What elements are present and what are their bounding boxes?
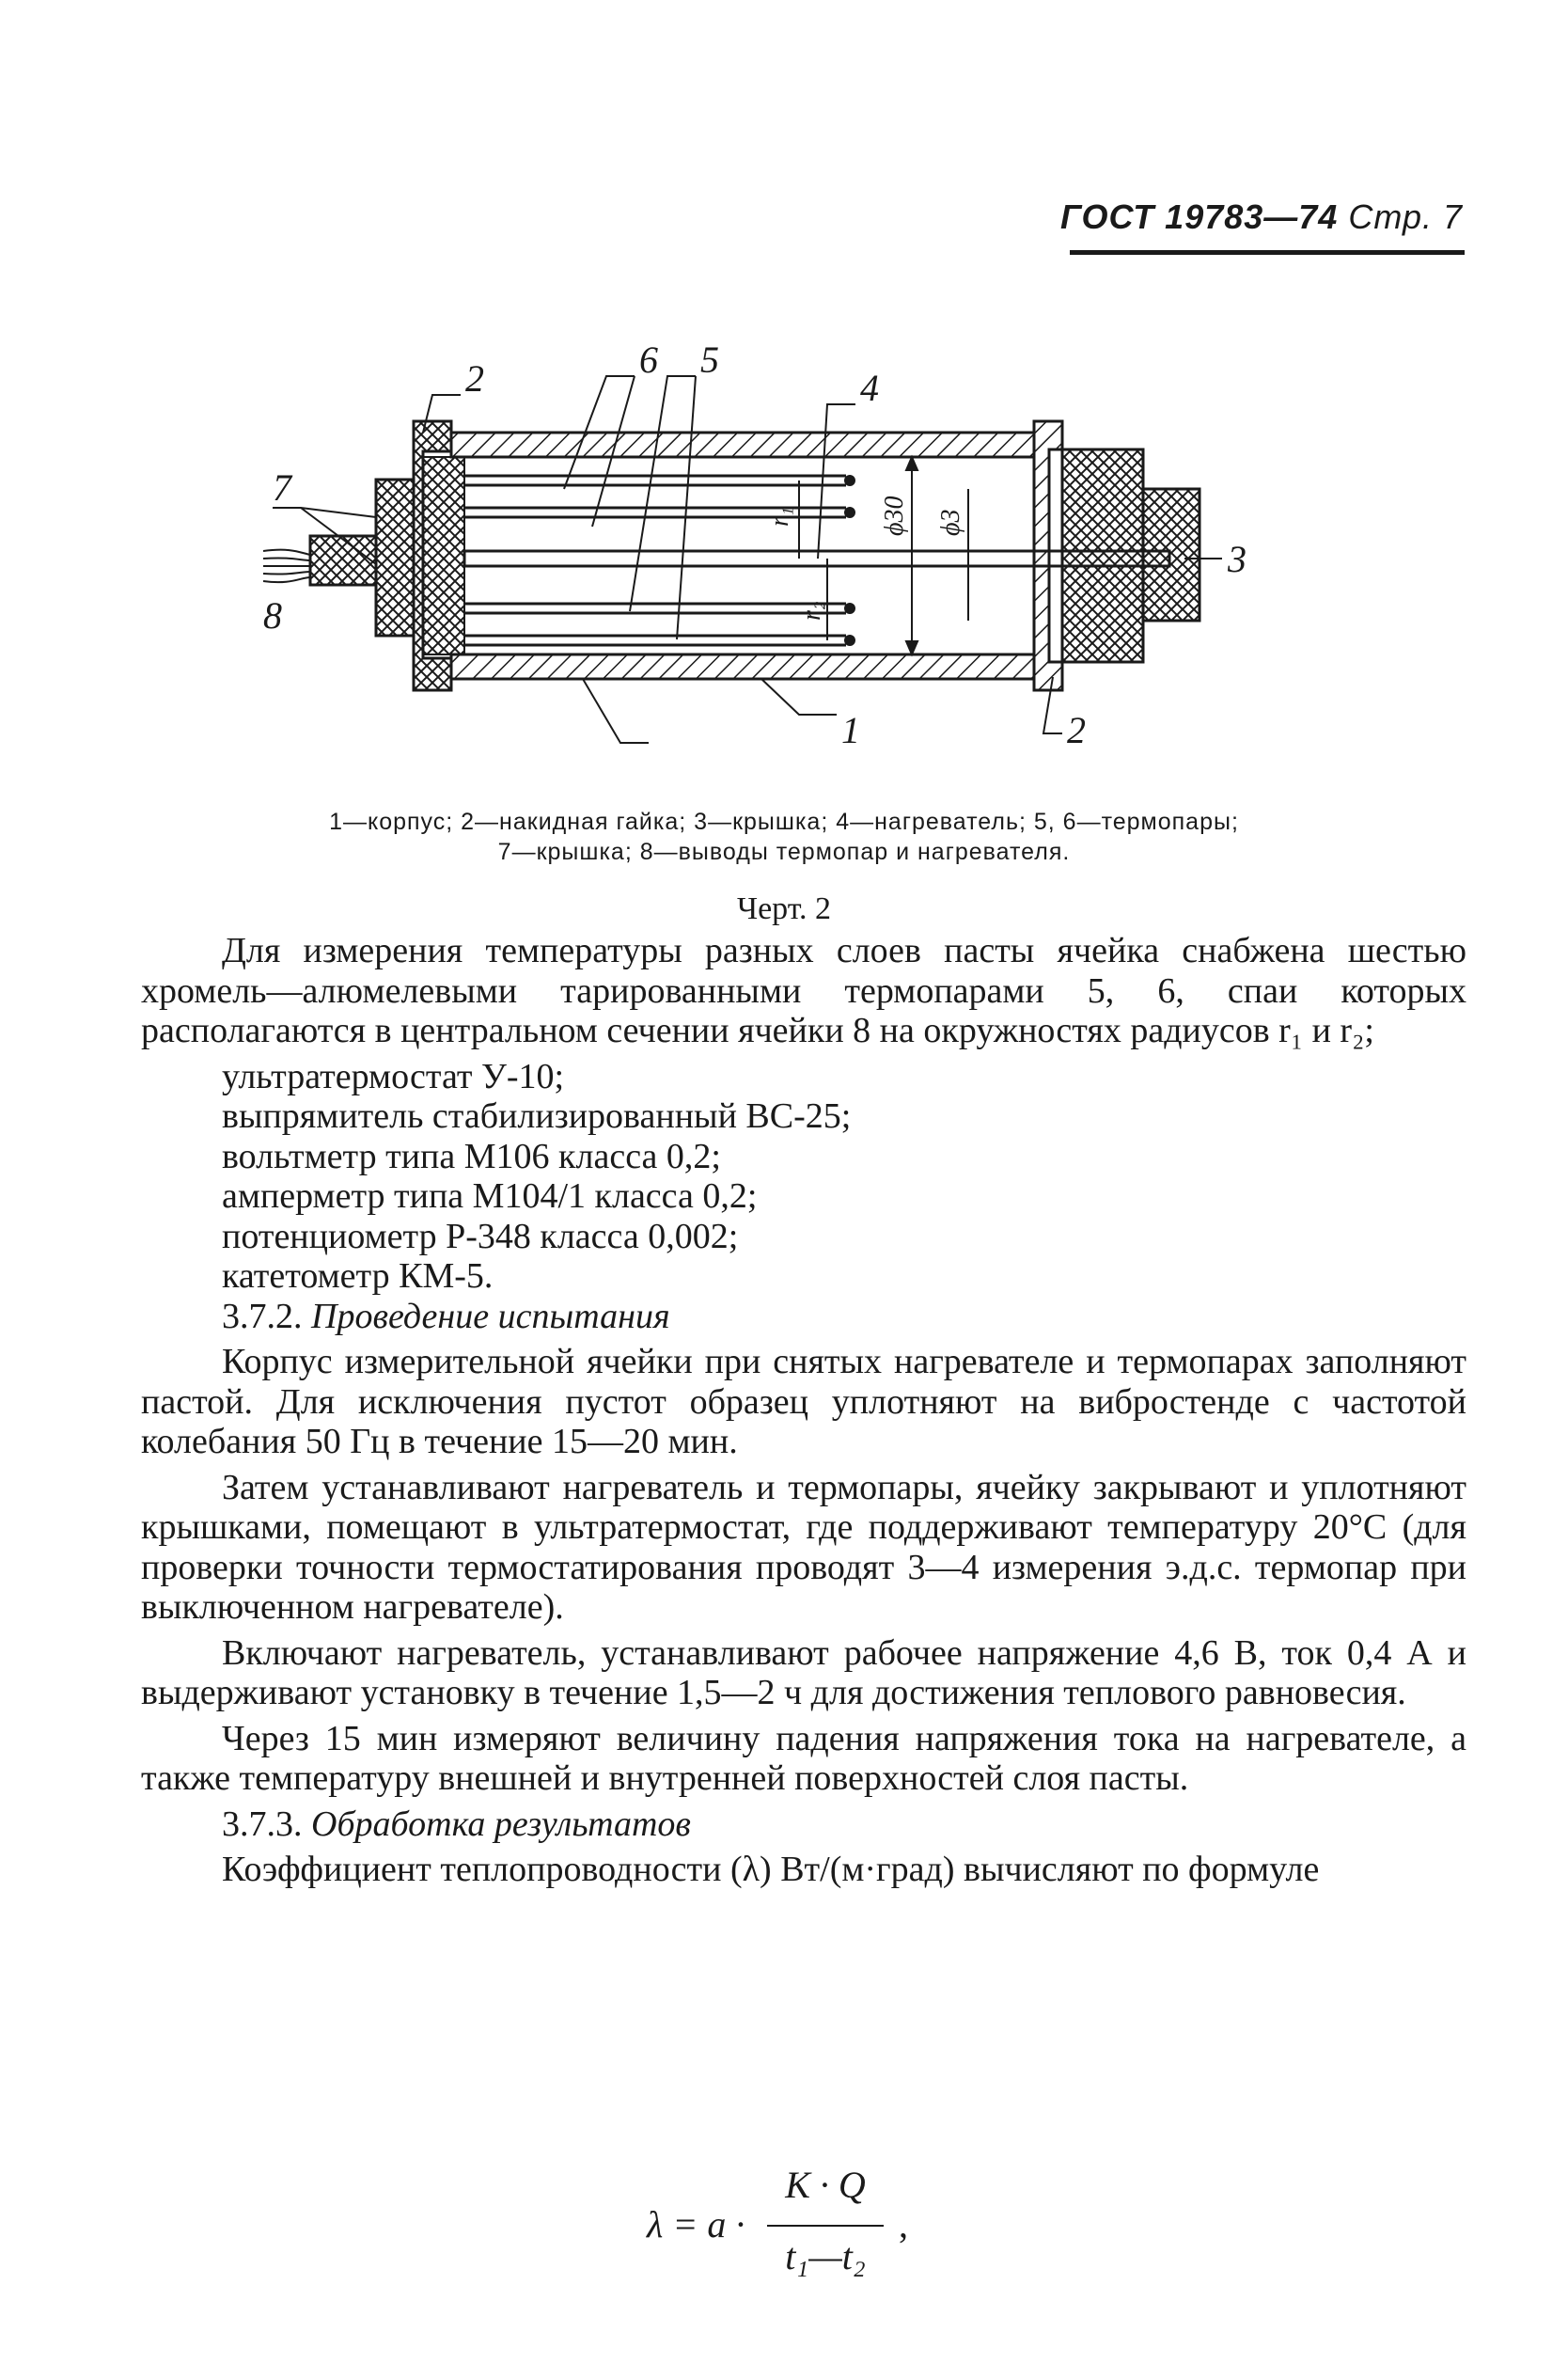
label-5: 5 (700, 339, 719, 381)
paragraph-measurement: Через 15 мин измеряют величину падения напряжения тока на нагревателе, а также температуру внешней и внутренней поверхностей слоя пасты. (141, 1718, 1466, 1798)
section-title: Обработка результатов (311, 1804, 691, 1844)
paragraph-heating: Включают нагреватель, устанавливают рабочее напряжение 4,6 В, ток 0,4 А и выдерживают установку в течение 1,5—2 ч для достижения теплового равновесия. (141, 1632, 1466, 1712)
figure-title: Черт. 2 (736, 891, 832, 926)
conductivity-formula (647, 2163, 948, 2285)
housing-bottom-wall (451, 654, 1034, 679)
label-r1: r₁ (765, 507, 794, 527)
section-number: 3.7.2. (222, 1296, 303, 1336)
list-item: амперметр типа М104/1 класса 0,2; (222, 1176, 758, 1216)
document-body (141, 931, 1466, 1896)
section-heading-test (222, 1297, 1466, 1337)
label-6: 6 (639, 339, 658, 381)
terminal-block (423, 457, 464, 654)
standard-number: ГОСТ 19783—74 (1059, 197, 1339, 236)
label-7: 7 (273, 466, 291, 509)
page-header (1060, 197, 1463, 237)
section-title: Проведение испытания (311, 1296, 670, 1336)
right-cap-boss (1143, 489, 1200, 621)
formula-denominator: t₁—t₂ (785, 2235, 866, 2277)
paragraph-assembly: Затем устанавливают нагреватель и термопары, ячейку закрывают и уплотняют крышками, помещают в ультратермостат, где поддерживают температуру 20°С (для проверки точности термостатирования проводят 3—4 измерения э.д.с. термопар при выключенном нагревателе). (141, 1467, 1466, 1627)
label-3: 3 (1228, 538, 1247, 580)
formula-comma: , (899, 2203, 908, 2245)
list-item: выпрямитель стабилизированный ВС-25; (222, 1096, 852, 1136)
label-2-top: 2 (465, 357, 484, 400)
label-d30: ϕ30 (880, 496, 909, 536)
list-item: ультратермостат У-10; (222, 1056, 565, 1096)
lead-wires (263, 550, 310, 582)
label-1: 1 (841, 709, 860, 751)
outlet-nipple (310, 536, 376, 585)
paragraph-formula-intro: Коэффициент теплопроводности (λ) Вт/(м·град) вычисляют по формуле (222, 1850, 1320, 1889)
formula-lhs: λ = a · (647, 2203, 745, 2245)
housing-top-wall (451, 433, 1034, 457)
fraction-bar (767, 2225, 884, 2227)
paragraph-thermocouples: Для измерения температуры разных слоев пасты ячейка снабжена шестью хромель—алюмелевыми тарированными термопарами 5, 6, спаи которых располагаются в центральном сечении ячейки 8 на окружностях радиусов r₁ и r₂; (141, 931, 1466, 1050)
label-2-bottom: 2 (1067, 709, 1086, 751)
paragraph-filling: Корпус измерительной ячейки при снятых нагревателе и термопарах заполняют пастой. Для исключения пустот образец уплотняют на вибростенде с частотой колебания 50 Гц в течение 15—20 мин. (141, 1342, 1466, 1461)
label-r2: r₂ (797, 601, 826, 621)
caption-line-2: 7—крышка; 8—выводы термопар и нагревателя. (497, 839, 1071, 865)
label-4: 4 (860, 367, 879, 409)
left-cap (376, 480, 414, 636)
label-8: 8 (263, 594, 282, 637)
section-number: 3.7.3. (222, 1804, 303, 1844)
label-d3: ϕ3 (936, 509, 965, 536)
header-rule (1070, 250, 1465, 255)
page-number: Стр. 7 (1348, 197, 1463, 236)
list-item: потенциометр Р-348 класса 0,002; (222, 1216, 739, 1256)
equipment-list (141, 1057, 1466, 1297)
section-heading-results (222, 1804, 1466, 1845)
thermal-cell-drawing (235, 339, 1476, 762)
right-cap (1062, 449, 1143, 662)
figure-caption (188, 807, 1380, 867)
formula-numerator: K · Q (785, 2164, 866, 2206)
caption-line-1: 1—корпус; 2—накидная гайка; 3—крышка; 4—нагреватель; 5, 6—термопары; (329, 809, 1239, 835)
list-item: вольтметр типа М106 класса 0,2; (222, 1136, 721, 1176)
list-item: катетометр КМ-5. (222, 1256, 494, 1296)
